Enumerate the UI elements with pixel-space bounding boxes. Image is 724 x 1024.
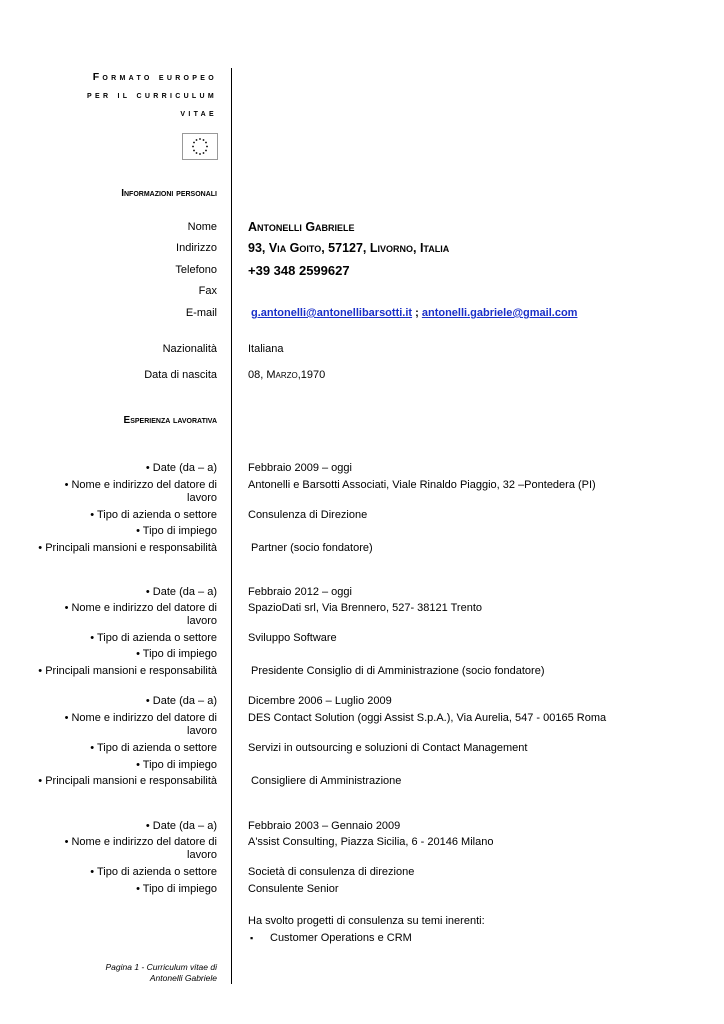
email-link-2[interactable]: antonelli.gabriele@gmail.com bbox=[421, 307, 578, 319]
exp-sector-label: • Tipo di azienda o settore bbox=[90, 632, 217, 644]
footer-line-2: Antonelli Gabriele bbox=[149, 973, 217, 983]
exp-duties-label: • Principali mansioni e responsabilità bbox=[38, 775, 217, 787]
exp-duties-label: • Principali mansioni e responsabilità bbox=[38, 665, 217, 677]
exp-sector: Sviluppo Software bbox=[248, 632, 337, 644]
exp-date-label: • Date (da – a) bbox=[145, 462, 217, 474]
email-link-1[interactable]: g.antonelli@antonellibarsotti.it bbox=[251, 307, 413, 319]
exp-job-label: • Tipo di impiego bbox=[136, 648, 217, 660]
exp-employer: DES Contact Solution (oggi Assist S.p.A.), Via Aurelia, 547 - 00165 Roma bbox=[248, 712, 607, 724]
exp-job-label: • Tipo di impiego bbox=[136, 759, 217, 771]
notes-bullet-1: Customer Operations e CRM bbox=[270, 932, 412, 944]
exp-employer-label: • Nome e indirizzo del datore di bbox=[64, 712, 217, 724]
exp-date-label: • Date (da – a) bbox=[145, 586, 217, 598]
exp-duties: Consigliere di Amministrazione bbox=[251, 775, 402, 787]
exp-employer-label: • Nome e indirizzo del datore di bbox=[64, 602, 217, 614]
exp-employer-label-2: lavoro bbox=[187, 492, 217, 504]
column-divider bbox=[231, 68, 232, 984]
exp-employer-label: • Nome e indirizzo del datore di bbox=[64, 479, 217, 491]
section-work-experience: Esperienza lavorativa bbox=[123, 415, 217, 426]
exp-sector-label: • Tipo di azienda o settore bbox=[90, 742, 217, 754]
email-separator: ; bbox=[412, 307, 422, 319]
exp-duties: Partner (socio fondatore) bbox=[251, 542, 373, 554]
exp-sector: Consulenza di Direzione bbox=[248, 509, 368, 521]
footer-line-1: Pagina 1 - Curriculum vitae di bbox=[105, 962, 217, 972]
exp-employer: SpazioDati srl, Via Brennero, 527- 38121 Trento bbox=[248, 602, 482, 614]
label-birth: Data di nascita bbox=[144, 369, 217, 381]
value-birth: 08, Marzo,1970 bbox=[248, 369, 326, 381]
exp-job-label: • Tipo di impiego bbox=[136, 525, 217, 537]
exp-job: Consulente Senior bbox=[248, 883, 339, 895]
exp-date-label: • Date (da – a) bbox=[145, 695, 217, 707]
label-name: Nome bbox=[187, 221, 217, 233]
value-name: Antonelli Gabriele bbox=[248, 220, 355, 234]
exp-employer-label-2: lavoro bbox=[187, 849, 217, 861]
document-title-line-1: Formato europeo bbox=[92, 71, 217, 83]
label-fax: Fax bbox=[198, 285, 217, 297]
exp-employer-label: • Nome e indirizzo del datore di bbox=[64, 836, 217, 848]
exp-date: Febbraio 2012 – oggi bbox=[248, 586, 352, 598]
value-phone: +39 348 2599627 bbox=[248, 263, 350, 278]
document-title-line-2: per il curriculum bbox=[87, 89, 217, 101]
exp-sector-label: • Tipo di azienda o settore bbox=[90, 866, 217, 878]
exp-employer-label-2: lavoro bbox=[187, 615, 217, 627]
section-personal-info: Informazioni personali bbox=[121, 188, 217, 199]
exp-duties: Presidente Consiglio di di Amministrazione (socio fondatore) bbox=[251, 665, 545, 677]
document-title-line-3: vitae bbox=[180, 107, 217, 119]
exp-employer: Antonelli e Barsotti Associati, Viale Rinaldo Piaggio, 32 –Pontedera (PI) bbox=[248, 479, 596, 491]
eu-flag-icon bbox=[182, 133, 218, 160]
exp-date-label: • Date (da – a) bbox=[145, 820, 217, 832]
exp-sector-label: • Tipo di azienda o settore bbox=[90, 509, 217, 521]
exp-job-label: • Tipo di impiego bbox=[136, 883, 217, 895]
label-phone: Telefono bbox=[175, 264, 217, 276]
bullet-square-icon: ▪ bbox=[250, 933, 254, 943]
label-nationality: Nazionalità bbox=[162, 343, 217, 355]
notes-intro: Ha svolto progetti di consulenza su temi inerenti: bbox=[248, 915, 485, 927]
exp-sector: Servizi in outsourcing e soluzioni di Contact Management bbox=[248, 742, 528, 754]
exp-date: Dicembre 2006 – Luglio 2009 bbox=[248, 695, 392, 707]
exp-employer-label-2: lavoro bbox=[187, 725, 217, 737]
label-email: E-mail bbox=[185, 307, 217, 319]
exp-sector: Società di consulenza di direzione bbox=[248, 866, 415, 878]
exp-date: Febbraio 2009 – oggi bbox=[248, 462, 352, 474]
exp-duties-label: • Principali mansioni e responsabilità bbox=[38, 542, 217, 554]
exp-date: Febbraio 2003 – Gennaio 2009 bbox=[248, 820, 401, 832]
value-email bbox=[251, 307, 577, 320]
exp-employer: A'ssist Consulting, Piazza Sicilia, 6 - 20146 Milano bbox=[248, 836, 494, 848]
value-address: 93, Via Goito, 57127, Livorno, Italia bbox=[248, 241, 450, 255]
value-nationality: Italiana bbox=[248, 343, 284, 355]
label-address: Indirizzo bbox=[176, 242, 217, 254]
